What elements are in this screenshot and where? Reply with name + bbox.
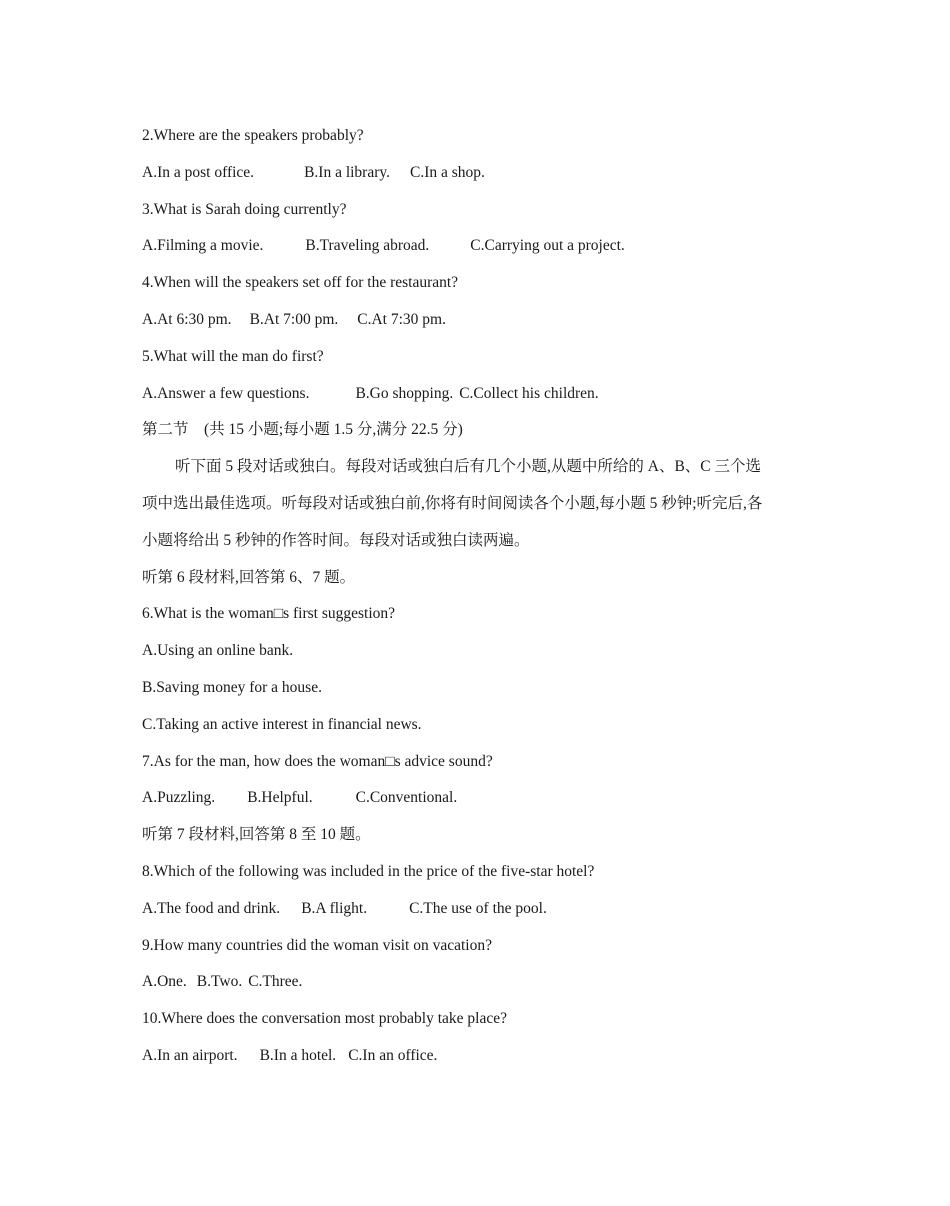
option-c: C.At 7:30 pm. — [357, 310, 446, 328]
option-c: C.Collect his children. — [459, 384, 599, 402]
question-6 — [142, 602, 812, 639]
option-b: B.Traveling abroad. — [305, 237, 430, 255]
question-text: 8.Which of the following was included in the price of the five-star hotel? — [142, 862, 595, 880]
section-2-instructions-line-2 — [142, 492, 812, 529]
option-b: B.Two. — [196, 973, 243, 991]
option-c: C.In an office. — [348, 1046, 438, 1064]
question-6-option-a — [142, 639, 812, 676]
question-6-option-b — [142, 676, 812, 713]
section-2-instructions-line-3 — [142, 529, 812, 566]
section-heading: 第二节 (共 15 小题;每小题 1.5 分,满分 22.5 分) — [142, 421, 463, 439]
option-b: B.Helpful. — [247, 789, 313, 807]
section-2-instructions-line-1 — [142, 455, 812, 492]
question-text: 5.What will the man do first? — [142, 347, 324, 365]
material-intro: 听第 6 段材料,回答第 6、7 题。 — [142, 568, 356, 586]
question-text: 4.When will the speakers set off for the restaurant? — [142, 274, 459, 292]
option-a: A.In an airport. — [142, 1046, 238, 1064]
option-a: A.Answer a few questions. — [142, 384, 310, 402]
option-b: B.In a library. — [304, 163, 391, 181]
option-b: B.In a hotel. — [259, 1046, 337, 1064]
option-a: A.One. — [142, 973, 187, 991]
question-4 — [142, 271, 812, 308]
question-7-options — [142, 786, 812, 823]
option-c: C.In a shop. — [410, 163, 485, 181]
option-a: A.Using an online bank. — [142, 642, 294, 660]
question-3-options — [142, 234, 812, 271]
question-3 — [142, 198, 812, 235]
question-8 — [142, 860, 812, 897]
question-5-options — [142, 382, 812, 419]
question-9-options — [142, 970, 812, 1007]
question-8-options — [142, 897, 812, 934]
option-b: B.Go shopping. — [355, 384, 454, 402]
material-6-intro — [142, 566, 812, 603]
section-2-heading — [142, 418, 812, 455]
question-10-options — [142, 1044, 812, 1081]
question-2-options — [142, 161, 812, 198]
question-7 — [142, 750, 812, 787]
page-content — [142, 124, 812, 1081]
option-a: A.At 6:30 pm. — [142, 310, 232, 328]
option-c: C.Carrying out a project. — [470, 237, 625, 255]
question-4-options — [142, 308, 812, 345]
option-b: B.A flight. — [301, 899, 368, 917]
option-c: C.Conventional. — [355, 789, 458, 807]
option-a: A.Puzzling. — [142, 789, 216, 807]
option-a: A.Filming a movie. — [142, 237, 264, 255]
material-7-intro — [142, 823, 812, 860]
option-c: C.Three. — [248, 973, 303, 991]
question-5 — [142, 345, 812, 382]
question-text: 10.Where does the conversation most probably take place? — [142, 1010, 507, 1028]
question-9 — [142, 934, 812, 971]
option-c: C.The use of the pool. — [409, 899, 547, 917]
question-text: 9.How many countries did the woman visit on vacation? — [142, 936, 492, 954]
option-c: C.Taking an active interest in financial news. — [142, 715, 422, 733]
instruction-text: 小题将给出 5 秒钟的作答时间。每段对话或独白读两遍。 — [142, 531, 530, 549]
instruction-text: 听下面 5 段对话或独白。每段对话或独白后有几个小题,从题中所给的 A、B、C 三个选 — [175, 458, 761, 476]
question-2 — [142, 124, 812, 161]
question-text: 2.Where are the speakers probably? — [142, 127, 364, 144]
instruction-text: 项中选出最佳选项。听每段对话或独白前,你将有时间阅读各个小题,每小题 5 秒钟;听完后,各 — [142, 494, 763, 512]
question-6-option-c — [142, 713, 812, 750]
question-text: 6.What is the woman□s first suggestion? — [142, 605, 396, 623]
option-b: B.Saving money for a house. — [142, 678, 322, 696]
question-text: 7.As for the man, how does the woman□s advice sound? — [142, 752, 493, 770]
question-text: 3.What is Sarah doing currently? — [142, 200, 347, 218]
option-a: A.In a post office. — [142, 163, 255, 181]
option-a: A.The food and drink. — [142, 899, 281, 917]
option-b: B.At 7:00 pm. — [249, 310, 339, 328]
material-intro: 听第 7 段材料,回答第 8 至 10 题。 — [142, 826, 371, 844]
question-10 — [142, 1007, 812, 1044]
